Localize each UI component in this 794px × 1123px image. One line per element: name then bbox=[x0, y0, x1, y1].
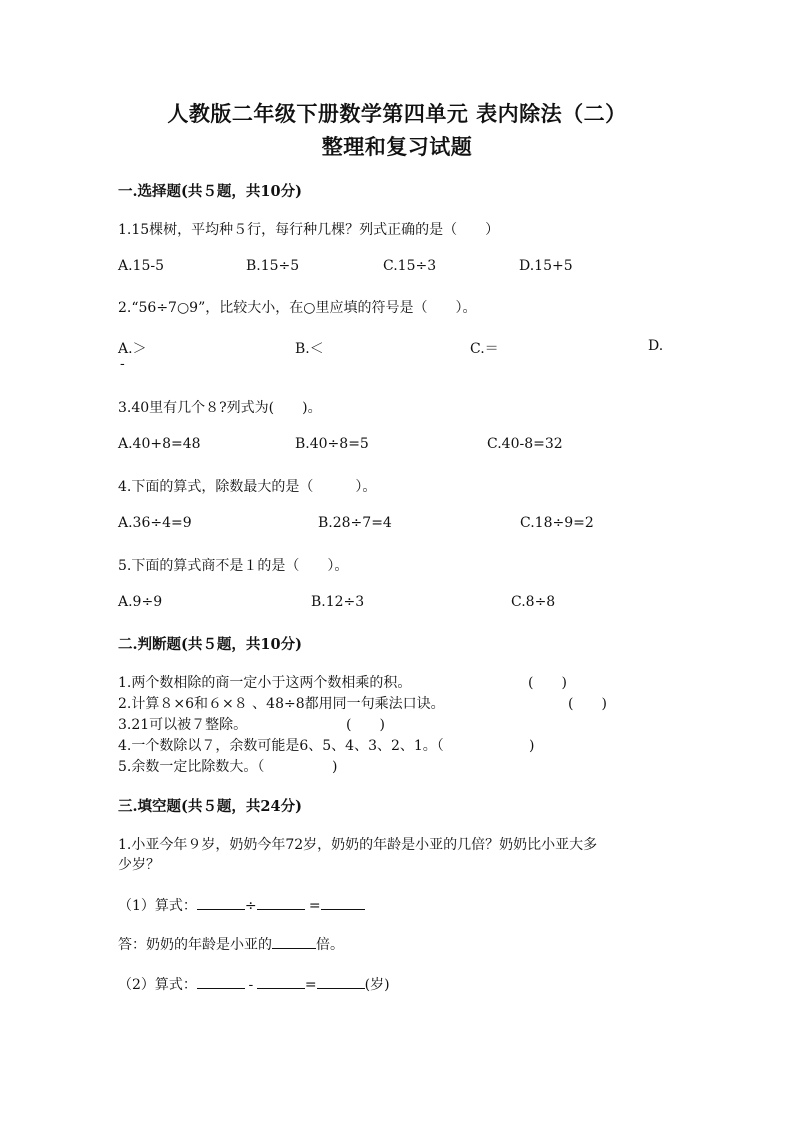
blank-field[interactable] bbox=[272, 934, 316, 949]
option-a[interactable]: A.＞ bbox=[118, 341, 147, 357]
option-a[interactable]: A.36÷4=9 bbox=[118, 515, 192, 531]
fill-question-1: 1.小亚今年９岁，奶奶今年72岁，奶奶的年龄是小亚的几倍？奶奶比小亚大多 bbox=[118, 837, 598, 853]
judgement-item: 5.余数一定比除数大。（ bbox=[118, 759, 265, 775]
formula-line-1 bbox=[118, 895, 365, 915]
question-5: 5.下面的算式商不是１的是（ ）。 bbox=[118, 558, 349, 574]
blank-field[interactable] bbox=[317, 974, 365, 989]
answer-prefix: 答：奶奶的年龄是小亚的 bbox=[118, 937, 272, 953]
formula-label: （2）算式： bbox=[118, 977, 197, 993]
blank-field[interactable] bbox=[257, 974, 305, 989]
equals-sign: = bbox=[304, 977, 317, 993]
answer-parens[interactable]: ) bbox=[487, 738, 535, 754]
answer-parens[interactable]: ) bbox=[290, 759, 338, 775]
judgement-item: 4.一个数除以７，余数可能是6、5、4、3、2、1。（ bbox=[118, 738, 444, 754]
judgement-item: 1.两个数相除的商一定小于这两个数相乘的积。 bbox=[118, 675, 412, 691]
option-c[interactable]: C.18÷9=2 bbox=[520, 515, 594, 531]
formula-label: （1）算式： bbox=[118, 898, 197, 914]
section-heading-choice: 一.选择题(共５题，共10分) bbox=[118, 183, 302, 200]
option-c[interactable]: C.40-8=32 bbox=[487, 436, 563, 452]
judgement-item: 2.计算８×6和６×８ 、48÷8都用同一句乘法口诀。 bbox=[118, 696, 445, 712]
question-4: 4.下面的算式，除数最大的是（ ）。 bbox=[118, 479, 377, 495]
option-c[interactable]: C.＝ bbox=[470, 341, 499, 357]
option-c[interactable]: C.15÷3 bbox=[383, 258, 437, 274]
blank-field[interactable] bbox=[197, 974, 245, 989]
option-c[interactable]: C.8÷8 bbox=[511, 594, 556, 610]
option-a[interactable]: A.40+8=48 bbox=[118, 436, 201, 452]
answer-line bbox=[118, 934, 344, 954]
equals-sign: = bbox=[308, 898, 321, 914]
option-b[interactable]: B.40÷8=5 bbox=[295, 436, 369, 452]
answer-parens[interactable]: ( ) bbox=[568, 696, 607, 712]
option-a[interactable]: A.15-5 bbox=[118, 258, 165, 274]
question-3: 3.40里有几个８?列式为( )。 bbox=[118, 400, 322, 416]
option-b[interactable]: B.＜ bbox=[295, 341, 324, 357]
question-1: 1.15棵树，平均种５行，每行种几棵？列式正确的是（ ） bbox=[118, 222, 500, 238]
divide-sign: ÷ bbox=[244, 898, 257, 914]
blank-field[interactable] bbox=[321, 895, 365, 910]
blank-field[interactable] bbox=[257, 895, 305, 910]
fill-question-1-cont: 少岁？ bbox=[118, 857, 160, 873]
option-d[interactable]: D. bbox=[648, 338, 664, 354]
option-a[interactable]: A.9÷9 bbox=[118, 594, 163, 610]
question-2: 2.“56÷7○9”，比较大小，在○里应填的符号是（ ）。 bbox=[118, 300, 477, 316]
page-title: 人教版二年级下册数学第四单元 表内除法（二） bbox=[167, 101, 627, 126]
answer-parens[interactable]: ( ) bbox=[346, 717, 385, 733]
answer-parens[interactable]: ( ) bbox=[528, 675, 567, 691]
unit-label: (岁) bbox=[364, 977, 390, 993]
option-d-wrap: - bbox=[120, 356, 125, 372]
answer-suffix: 倍。 bbox=[316, 937, 344, 953]
option-b[interactable]: B.28÷7=4 bbox=[318, 515, 392, 531]
page-subtitle: 整理和复习试题 bbox=[321, 134, 473, 159]
section-heading-fill: 三.填空题(共５题，共24分) bbox=[118, 798, 302, 815]
section-heading-judgement: 二.判断题(共５题，共10分) bbox=[118, 636, 302, 653]
judgement-item: 3.21可以被７整除。 bbox=[118, 717, 248, 733]
minus-sign: - bbox=[248, 977, 254, 993]
option-b[interactable]: B.15÷5 bbox=[246, 258, 300, 274]
formula-line-2 bbox=[118, 974, 390, 994]
option-d[interactable]: D.15+5 bbox=[519, 258, 573, 274]
blank-field[interactable] bbox=[197, 895, 245, 910]
option-b[interactable]: B.12÷3 bbox=[311, 594, 365, 610]
